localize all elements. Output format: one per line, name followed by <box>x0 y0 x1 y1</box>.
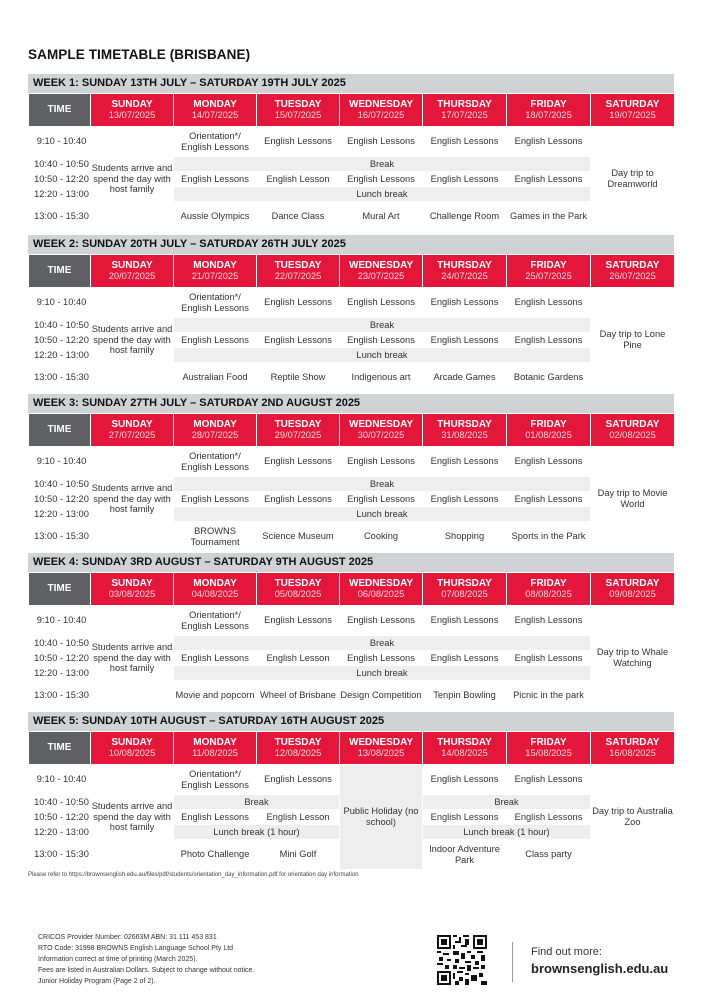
find-out-more-label: Find out more: <box>531 946 602 958</box>
break: Break <box>174 157 591 172</box>
midday-session: English Lessons <box>257 333 340 348</box>
midday-session: English Lessons <box>423 333 507 348</box>
orientation-footnote: Please refer to https://brownsenglish.edu.au/files/pdf/students/orientation_day_information.pdf for orientation day information <box>28 872 359 878</box>
day-header-friday: FRIDAY 01/08/2025 <box>507 414 591 447</box>
morning-session: English Lessons <box>340 127 423 157</box>
day-header-monday: MONDAY 11/08/2025 <box>174 732 257 765</box>
day-header-wednesday: WEDNESDAY 16/07/2025 <box>340 94 423 127</box>
saturday-trip: Day trip to Dreamworld <box>591 127 675 232</box>
week-header: WEEK 5: SUNDAY 10TH AUGUST – SATURDAY 16TH AUGUST 2025 <box>28 712 674 731</box>
midday-session: English Lessons <box>174 333 257 348</box>
midday-session: English Lessons <box>423 172 507 187</box>
public-holiday: Public Holiday (no school) <box>340 765 423 870</box>
day-header-tuesday: TUESDAY 29/07/2025 <box>257 414 340 447</box>
day-header-sunday: SUNDAY 20/07/2025 <box>91 255 174 288</box>
midday-session: English Lessons <box>507 172 591 187</box>
morning-session: English Lessons <box>257 606 340 636</box>
morning-session: English Lessons <box>340 606 423 636</box>
qr-code-icon[interactable] <box>437 935 487 985</box>
legal-line: CRICOS Provider Number: 02663M ABN: 31 111 453 831 <box>38 934 217 941</box>
day-header-saturday: SATURDAY 19/07/2025 <box>591 94 675 127</box>
week-3 <box>28 394 674 552</box>
afternoon-activity: Wheel of Brisbane <box>257 681 340 711</box>
afternoon-activity: Games in the Park <box>507 202 591 232</box>
sunday-arrival: Students arrive and spend the day with host family <box>91 447 174 552</box>
time-slot: 10:50 - 12:20 <box>29 333 91 348</box>
afternoon-activity: Botanic Gardens <box>507 363 591 393</box>
divider <box>512 942 513 982</box>
day-header-tuesday: TUESDAY 15/07/2025 <box>257 94 340 127</box>
afternoon-activity: Design Competition <box>340 681 423 711</box>
afternoon-activity: Photo Challenge <box>174 840 257 870</box>
day-header-sunday: SUNDAY 03/08/2025 <box>91 573 174 606</box>
midday-session: English Lessons <box>340 172 423 187</box>
afternoon-activity: Sports in the Park <box>507 522 591 552</box>
lunch-break: Lunch break <box>174 187 591 202</box>
midday-session: English Lessons <box>340 492 423 507</box>
day-header-friday: FRIDAY 18/07/2025 <box>507 94 591 127</box>
time-slot: 9:10 - 10:40 <box>29 288 91 318</box>
morning-session: English Lessons <box>257 288 340 318</box>
day-header-friday: FRIDAY 15/08/2025 <box>507 732 591 765</box>
time-slot: 12:20 - 13:00 <box>29 348 91 363</box>
afternoon-activity: Class party <box>507 840 591 870</box>
time-header: TIME <box>29 94 91 127</box>
time-slot: 10:40 - 10:50 <box>29 795 91 810</box>
time-header: TIME <box>29 573 91 606</box>
afternoon-activity: Australian Food <box>174 363 257 393</box>
time-header: TIME <box>29 732 91 765</box>
afternoon-activity: Mini Golf <box>257 840 340 870</box>
morning-session: English Lessons <box>507 765 591 795</box>
midday-session: English Lessons <box>340 651 423 666</box>
morning-session: English Lessons <box>423 447 507 477</box>
saturday-trip: Day trip to Australia Zoo <box>591 765 675 870</box>
afternoon-activity: Tenpin Bowling <box>423 681 507 711</box>
afternoon-activity: Reptile Show <box>257 363 340 393</box>
day-header-thursday: THURSDAY 14/08/2025 <box>423 732 507 765</box>
day-header-thursday: THURSDAY 17/07/2025 <box>423 94 507 127</box>
time-slot: 10:40 - 10:50 <box>29 477 91 492</box>
morning-session: English Lessons <box>340 447 423 477</box>
time-slot: 10:40 - 10:50 <box>29 636 91 651</box>
afternoon-activity: Science Museum <box>257 522 340 552</box>
legal-line: Junior Holiday Program (Page 2 of 2). <box>38 978 156 985</box>
time-slot: 10:50 - 12:20 <box>29 651 91 666</box>
lunch-break: Lunch break (1 hour) <box>423 825 591 840</box>
midday-session: English Lessons <box>174 172 257 187</box>
morning-session: English Lessons <box>257 765 340 795</box>
sunday-arrival: Students arrive and spend the day with host family <box>91 765 174 870</box>
morning-session: English Lessons <box>423 606 507 636</box>
day-header-tuesday: TUESDAY 22/07/2025 <box>257 255 340 288</box>
day-header-sunday: SUNDAY 27/07/2025 <box>91 414 174 447</box>
page-title: SAMPLE TIMETABLE (BRISBANE) <box>28 47 251 62</box>
time-slot: 13:00 - 15:30 <box>29 840 91 870</box>
sunday-arrival: Students arrive and spend the day with host family <box>91 127 174 232</box>
break: Break <box>174 477 591 492</box>
saturday-trip: Day trip to Lone Pine <box>591 288 675 393</box>
afternoon-activity: BROWNS Tournament <box>174 522 257 552</box>
day-header-saturday: SATURDAY 26/07/2025 <box>591 255 675 288</box>
morning-session: Orientation*/ English Lessons <box>174 447 257 477</box>
day-header-sunday: SUNDAY 13/07/2025 <box>91 94 174 127</box>
day-header-monday: MONDAY 21/07/2025 <box>174 255 257 288</box>
day-header-monday: MONDAY 14/07/2025 <box>174 94 257 127</box>
day-header-thursday: THURSDAY 24/07/2025 <box>423 255 507 288</box>
saturday-trip: Day trip to Movie World <box>591 447 675 552</box>
day-header-saturday: SATURDAY 16/08/2025 <box>591 732 675 765</box>
lunch-break: Lunch break <box>174 348 591 363</box>
week-4 <box>28 553 674 711</box>
afternoon-activity: Challenge Room <box>423 202 507 232</box>
week-header: WEEK 1: SUNDAY 13TH JULY – SATURDAY 19TH JULY 2025 <box>28 74 674 93</box>
afternoon-activity: Mural Art <box>340 202 423 232</box>
timetable <box>28 413 675 552</box>
midday-session: English Lessons <box>257 492 340 507</box>
lunch-break: Lunch break (1 hour) <box>174 825 340 840</box>
day-header-saturday: SATURDAY 09/08/2025 <box>591 573 675 606</box>
lunch-break: Lunch break <box>174 666 591 681</box>
morning-session: English Lessons <box>507 288 591 318</box>
midday-session: English Lessons <box>507 651 591 666</box>
lunch-break: Lunch break <box>174 507 591 522</box>
midday-session: English Lessons <box>423 492 507 507</box>
week-header: WEEK 2: SUNDAY 20TH JULY – SATURDAY 26TH JULY 2025 <box>28 235 674 254</box>
afternoon-activity: Cooking <box>340 522 423 552</box>
time-slot: 13:00 - 15:30 <box>29 681 91 711</box>
timetable <box>28 731 675 870</box>
morning-session: English Lessons <box>423 288 507 318</box>
afternoon-activity: Shopping <box>423 522 507 552</box>
time-slot: 10:50 - 12:20 <box>29 172 91 187</box>
break: Break <box>174 636 591 651</box>
time-slot: 12:20 - 13:00 <box>29 507 91 522</box>
week-2 <box>28 235 674 393</box>
time-slot: 9:10 - 10:40 <box>29 765 91 795</box>
day-header-sunday: SUNDAY 10/08/2025 <box>91 732 174 765</box>
sunday-arrival: Students arrive and spend the day with host family <box>91 606 174 711</box>
day-header-friday: FRIDAY 25/07/2025 <box>507 255 591 288</box>
saturday-trip: Day trip to Whale Watching <box>591 606 675 711</box>
midday-session: English Lesson <box>257 651 340 666</box>
morning-session: English Lessons <box>507 606 591 636</box>
time-slot: 9:10 - 10:40 <box>29 606 91 636</box>
legal-line: Fees are listed in Australian Dollars. Subject to change without notice. <box>38 967 255 974</box>
time-slot: 10:50 - 12:20 <box>29 810 91 825</box>
midday-session: English Lessons <box>174 492 257 507</box>
day-header-tuesday: TUESDAY 05/08/2025 <box>257 573 340 606</box>
morning-session: Orientation*/ English Lessons <box>174 127 257 157</box>
time-slot: 10:40 - 10:50 <box>29 318 91 333</box>
break: Break <box>174 318 591 333</box>
time-slot: 9:10 - 10:40 <box>29 447 91 477</box>
timetable <box>28 254 675 393</box>
midday-session: English Lessons <box>423 651 507 666</box>
midday-session: English Lesson <box>257 810 340 825</box>
morning-session: English Lessons <box>257 447 340 477</box>
midday-session: English Lessons <box>174 651 257 666</box>
morning-session: English Lessons <box>423 127 507 157</box>
afternoon-activity: Arcade Games <box>423 363 507 393</box>
day-header-monday: MONDAY 28/07/2025 <box>174 414 257 447</box>
time-header: TIME <box>29 414 91 447</box>
day-header-monday: MONDAY 04/08/2025 <box>174 573 257 606</box>
afternoon-activity: Indoor Adventure Park <box>423 840 507 870</box>
morning-session: Orientation*/ English Lessons <box>174 765 257 795</box>
time-header: TIME <box>29 255 91 288</box>
timetable <box>28 572 675 711</box>
midday-session: English Lessons <box>507 810 591 825</box>
time-slot: 12:20 - 13:00 <box>29 825 91 840</box>
sunday-arrival: Students arrive and spend the day with host family <box>91 288 174 393</box>
week-header: WEEK 4: SUNDAY 3RD AUGUST – SATURDAY 9TH AUGUST 2025 <box>28 553 674 572</box>
morning-session: English Lessons <box>507 127 591 157</box>
week-1 <box>28 74 674 232</box>
timetable <box>28 93 675 232</box>
day-header-tuesday: TUESDAY 12/08/2025 <box>257 732 340 765</box>
morning-session: Orientation*/ English Lessons <box>174 606 257 636</box>
day-header-wednesday: WEDNESDAY 06/08/2025 <box>340 573 423 606</box>
midday-session: English Lessons <box>174 810 257 825</box>
midday-session: English Lessons <box>423 810 507 825</box>
time-slot: 13:00 - 15:30 <box>29 202 91 232</box>
legal-line: RTO Code: 31998 BROWNS English Language School Pty Ltd <box>38 945 234 952</box>
morning-session: Orientation*/ English Lessons <box>174 288 257 318</box>
time-slot: 10:50 - 12:20 <box>29 492 91 507</box>
break: Break <box>423 795 591 810</box>
day-header-friday: FRIDAY 08/08/2025 <box>507 573 591 606</box>
day-header-wednesday: WEDNESDAY 13/08/2025 <box>340 732 423 765</box>
midday-session: English Lessons <box>507 333 591 348</box>
midday-session: English Lessons <box>507 492 591 507</box>
morning-session: English Lessons <box>257 127 340 157</box>
time-slot: 12:20 - 13:00 <box>29 187 91 202</box>
time-slot: 10:40 - 10:50 <box>29 157 91 172</box>
day-header-thursday: THURSDAY 07/08/2025 <box>423 573 507 606</box>
time-slot: 13:00 - 15:30 <box>29 522 91 552</box>
day-header-saturday: SATURDAY 02/08/2025 <box>591 414 675 447</box>
break: Break <box>174 795 340 810</box>
time-slot: 9:10 - 10:40 <box>29 127 91 157</box>
morning-session: English Lessons <box>340 288 423 318</box>
afternoon-activity: Picnic in the park <box>507 681 591 711</box>
midday-session: English Lessons <box>340 333 423 348</box>
day-header-wednesday: WEDNESDAY 30/07/2025 <box>340 414 423 447</box>
time-slot: 12:20 - 13:00 <box>29 666 91 681</box>
afternoon-activity: Indigenous art <box>340 363 423 393</box>
week-5 <box>28 712 674 870</box>
afternoon-activity: Dance Class <box>257 202 340 232</box>
website-link[interactable]: brownsenglish.edu.au <box>531 961 669 976</box>
midday-session: English Lesson <box>257 172 340 187</box>
time-slot: 13:00 - 15:30 <box>29 363 91 393</box>
day-header-wednesday: WEDNESDAY 23/07/2025 <box>340 255 423 288</box>
legal-info <box>38 932 254 987</box>
week-header: WEEK 3: SUNDAY 27TH JULY – SATURDAY 2ND AUGUST 2025 <box>28 394 674 413</box>
legal-line: Information correct at time of printing (March 2025). <box>38 956 198 963</box>
morning-session: English Lessons <box>423 765 507 795</box>
day-header-thursday: THURSDAY 31/08/2025 <box>423 414 507 447</box>
afternoon-activity: Aussie Olympics <box>174 202 257 232</box>
afternoon-activity: Movie and popcorn <box>174 681 257 711</box>
morning-session: English Lessons <box>507 447 591 477</box>
